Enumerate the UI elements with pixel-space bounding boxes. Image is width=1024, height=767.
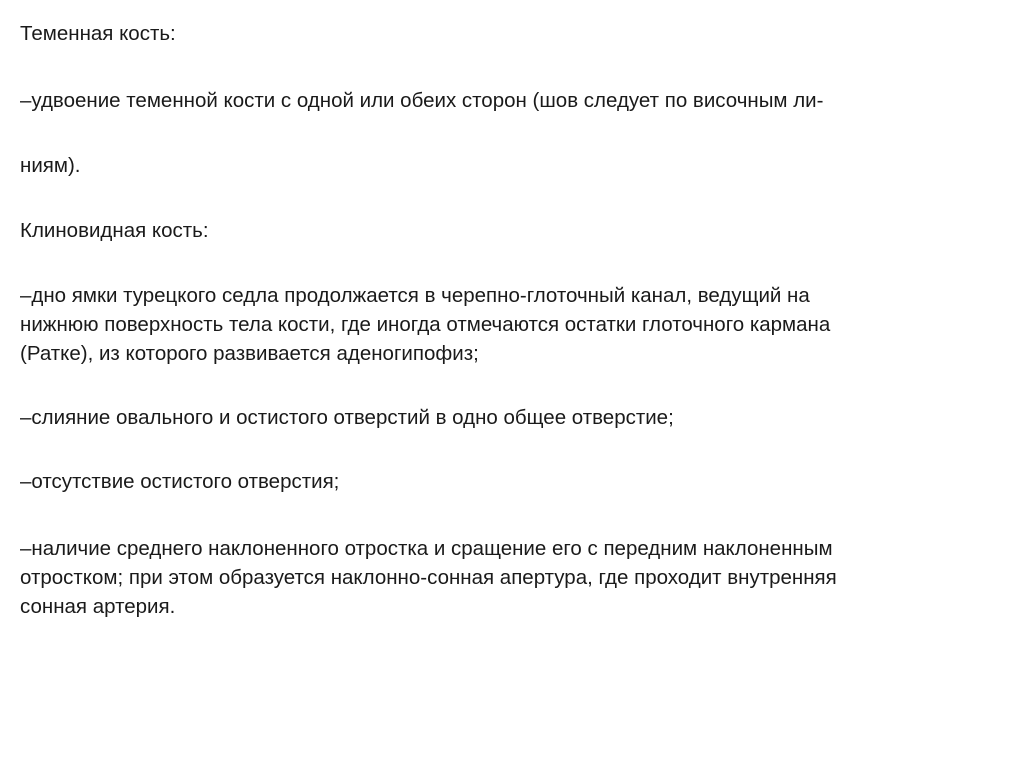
text-line: нижнюю поверхность тела кости, где иногда отмечаются остатки глоточного кармана [20, 313, 831, 336]
text-line: ниям). [20, 154, 81, 177]
sphenoid-item-sella-canal [20, 281, 980, 368]
parietal-item-continuation [20, 151, 980, 180]
text-line: –наличие среднего наклоненного отростка и сращение его с передним наклоненным [20, 537, 833, 560]
heading-parietal-bone [20, 19, 980, 48]
heading-sphenoid-bone [20, 216, 980, 245]
text-line: Клиновидная кость: [20, 219, 209, 242]
text-line: (Ратке), из которого развивается аденогипофиз; [20, 342, 479, 365]
text-line: –дно ямки турецкого седла продолжается в черепно-глоточный канал, ведущий на [20, 284, 810, 307]
text-line: сонная артерия. [20, 595, 176, 618]
sphenoid-item-foramen-fusion [20, 403, 980, 432]
text-line: Теменная кость: [20, 22, 176, 45]
parietal-item-doubling [20, 86, 980, 115]
text-line: –удвоение теменной кости с одной или обеих сторон (шов следует по височным ли- [20, 89, 824, 112]
text-line: отростком; при этом образуется наклонно-сонная апертура, где проходит внутренняя [20, 566, 837, 589]
sphenoid-item-spinosum-absence [20, 467, 980, 496]
sphenoid-item-clinoid-process [20, 534, 980, 621]
text-line: –отсутствие остистого отверстия; [20, 470, 340, 493]
text-line: –слияние овального и остистого отверстий в одно общее отверстие; [20, 406, 674, 429]
